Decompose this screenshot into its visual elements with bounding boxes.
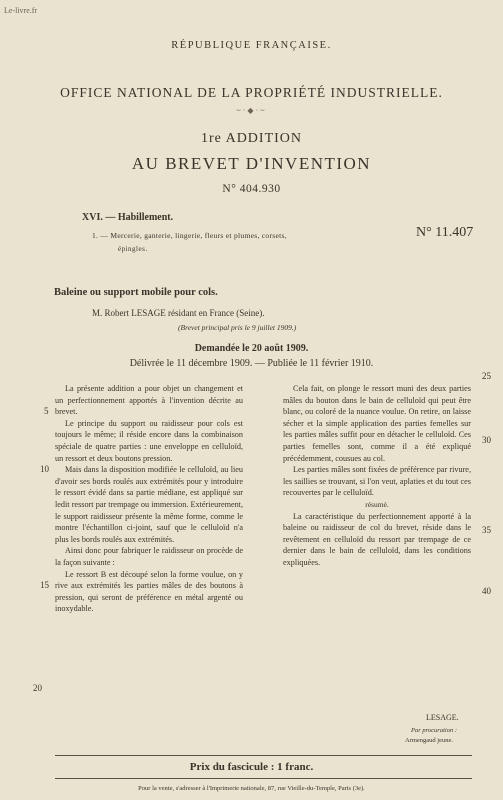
patent-number: N° 11.407 xyxy=(416,225,474,240)
divider-rule xyxy=(55,755,472,756)
paragraph: Le principe du support ou raidisseur pour cols est toujours le même; il réside encore dans la combinaison spéciale de quatre parties : une enveloppe en celluloïd, un ressort et deux boutons pression. xyxy=(55,418,243,463)
resume-title: résumé. xyxy=(365,499,389,509)
divider-rule xyxy=(55,778,472,779)
line-number: 40 xyxy=(482,586,491,596)
line-number: 10 xyxy=(40,464,49,474)
request-date: Demandée le 20 août 1909. xyxy=(194,343,309,354)
brevet-heading: AU BREVET D'INVENTION xyxy=(131,154,372,173)
right-text-column xyxy=(283,383,471,569)
line-number: 20 xyxy=(33,683,42,693)
paragraph: La présente addition a pour objet un changement et un perfectionnement apportés à l'invention décrite au brevet. xyxy=(55,384,243,417)
line-number: 25 xyxy=(482,371,491,381)
signature-name: LESAGE. xyxy=(426,713,459,722)
left-text-column xyxy=(55,383,243,615)
brevet-number: N° 404.930 xyxy=(222,183,281,195)
paragraph: Les parties mâles sont fixées de préférence par rivure, les saillies se trouvant, si l'on veut, aplaties et du tout ces recouvertes par le celluloïd. xyxy=(283,465,471,498)
addition-heading: 1re ADDITION xyxy=(200,131,303,146)
classification-section: XVI. — Habillement. xyxy=(82,212,174,223)
signature-proxy-label: Par procuration : xyxy=(411,727,457,734)
paragraph: Le ressort B est découpé selon la forme voulue, on y rive aux extrémités les parties mâles de des boutons à pression, qui seront de préférence en métal argenté ou inoxydable. xyxy=(55,569,243,614)
line-number: 15 xyxy=(40,580,49,590)
line-number: 5 xyxy=(44,406,49,416)
corner-watermark: Le-livre.fr xyxy=(4,6,38,15)
paragraph: Ainsi donc pour fabriquer le raidisseur on procède de la façon suivante : xyxy=(55,546,243,567)
paragraph: Cela fait, on plonge le ressort muni des deux parties mâles du bouton dans le bain de celluloïd qui peut être blanc, ou coloré de la nuance voulue. On retire, on laisse sécher et la simple application des parties femelles sur les parties mâles suffit pour en détacher le celluloïd. Ces parties femelles sont, comme il a été expliqué précédemment, cousues au col. xyxy=(283,384,471,463)
price-line: Prix du fascicule : 1 franc. xyxy=(189,761,314,773)
line-number: 35 xyxy=(482,525,491,535)
resume-text: La caractéristique du perfectionnement apporté à la baleine ou raidisseur de col du brevet, réside dans le revêtement en celluloïd du ressort par trempage de ce dernier dans le bain de celluloïd, dans les conditions expliquées. xyxy=(283,511,471,567)
delivery-publication-date: Délivrée le 11 décembre 1909. — Publiée le 11 février 1910. xyxy=(129,358,374,369)
republic-heading: RÉPUBLIQUE FRANÇAISE. xyxy=(171,40,332,51)
ornament-divider: ~·◆·~ xyxy=(236,106,267,115)
classification-categories-line1: 1. — Mercerie, ganterie, lingerie, fleurs et plumes, corsets, xyxy=(92,231,287,240)
inventor-line: M. Robert LESAGE résidant en France (Seine). xyxy=(92,308,265,318)
footer-sale-notice: Pour la vente, s'adresser à l'Imprimerie nationale, 87, rue Vieille-du-Temple, Paris (3e). xyxy=(138,785,365,792)
paragraph: Mais dans la disposition modifiée le celluloïd, au lieu d'avoir ses bords roulés aux extrémités pour y introduire le ressort évidé dans sa partie médiane, est appliqué sur ledit ressort par trempage ou immersion. Extérieurement, le support raidisseur présente la même forme, comme le montre l'échantillon ci-joint, sauf que le celluloïd n'a plus les bords roulés aux extrémités. xyxy=(55,465,243,544)
office-heading: OFFICE NATIONAL DE LA PROPRIÉTÉ INDUSTRIELLE. xyxy=(60,85,443,100)
signature-proxy-name: Armengaud jeune. xyxy=(405,737,454,744)
principal-patent-note: (Brevet principal pris le 9 juillet 1909.) xyxy=(178,323,297,332)
patent-subject: Baleine ou support mobile pour cols. xyxy=(54,287,218,298)
line-number: 30 xyxy=(482,435,491,445)
classification-categories-line2: épingles. xyxy=(118,245,148,253)
